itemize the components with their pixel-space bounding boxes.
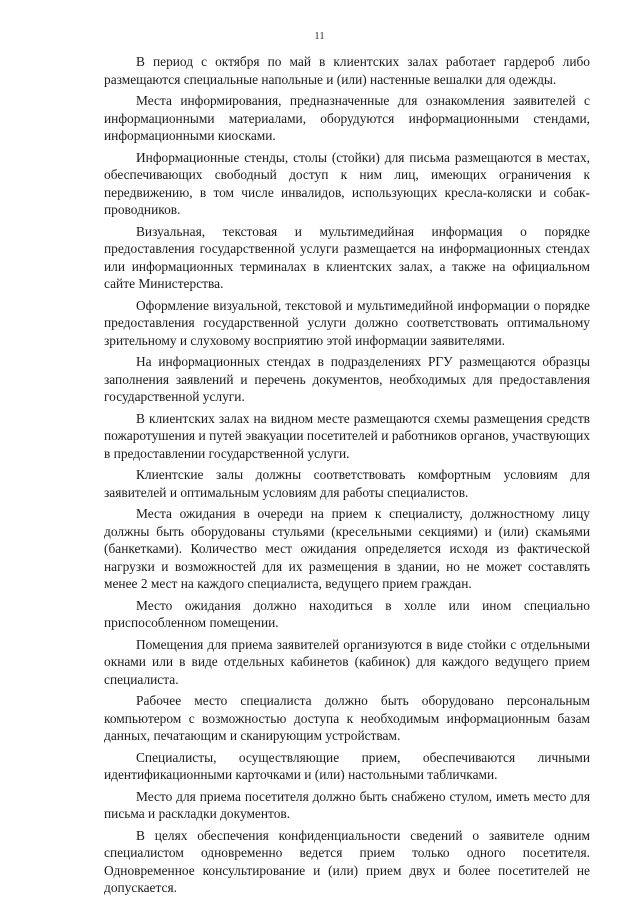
paragraph-waiting-location: Место ожидания должно находиться в холле или ином специально приспособленном помещении. (104, 597, 590, 630)
paragraph-cloakroom: В период с октября по май в клиентских залах работает гардероб либо размещаются специальные напольные и (или) настенные вешалки для одежды. (104, 54, 590, 87)
document-body (104, 53, 590, 901)
paragraph-confidentiality: В целях обеспечения конфиденциальности сведений о заявителе одним специалистом одновременно ведется прием только одного посетителя. Одновременное консультирование и (или) прием двух и более посетителей не допускается. (104, 827, 590, 895)
paragraph-workplace: Рабочее место специалиста должно быть оборудовано персональным компьютером с возможностью доступа к необходимым информационным базам данных, печатающим и сканирующим устройствам. (104, 693, 590, 743)
page-number: 11 (314, 30, 325, 42)
paragraph-information-stands: Информационные стенды, столы (стойки) для письма размещаются в местах, обеспечивающих свободный доступ к ним лиц, имеющих ограничения к передвижению, в том числе инвалидов, использующих кресла-коляски и собак-проводников. (104, 149, 590, 217)
paragraph-client-halls: Клиентские залы должны соответствовать комфортным условиям для заявителей и оптимальным условиям для работы специалистов. (104, 467, 590, 500)
paragraph-visitor-place: Место для приема посетителя должно быть снабжено стулом, иметь место для письма и раскладки документов. (104, 788, 590, 821)
paragraph-visual-information: Визуальная, текстовая и мультимедийная информация о порядке предоставления государственной услуги размещается на информационных стендах или информационных терминалах в клиентских залах, а также на официальном сайте Министерства. (104, 223, 590, 291)
paragraph-information-design: Оформление визуальной, текстовой и мультимедийной информации о порядке предоставления государственной услуги должно соответствовать оптимальному зрительному и слуховому восприятию этой информации заявителями. (104, 297, 590, 348)
paragraph-evacuation-schemes: В клиентских залах на видном месте размещаются схемы размещения средств пожаротушения и путей эвакуации посетителей и работников органов, участвующих в предоставлении государственной услуги. (104, 410, 590, 461)
paragraph-reception-rooms: Помещения для приема заявителей организуются в виде стойки с отдельными окнами или в виде отдельных кабинетов (кабинок) для каждого ведущего прием специалиста. (104, 636, 590, 687)
paragraph-application-samples: На информационных стендах в подразделениях РГУ размещаются образцы заполнения заявлений и перечень документов, необходимых для предоставления государственной услуги. (104, 354, 590, 404)
paragraph-waiting-places: Места ожидания в очереди на прием к специалисту, должностному лицу должны быть оборудованы стульями (кресельными секциями) и (или) скамьями (банкетками). Количество мест ожидания определяется исходя из фактической нагрузки и возможностей для их размещения в здании, но не может составлять менее 2 мест на каждого специалиста, ведущего прием граждан. (104, 506, 590, 591)
paragraph-identification-cards: Специалисты, осуществляющие прием, обеспечиваются личными идентификационными карточками и (или) настольными табличками. (104, 749, 590, 782)
paragraph-information-places: Места информирования, предназначенные для ознакомления заявителей с информационными материалами, оборудуются информационными стендами, информационными киосками. (104, 93, 590, 143)
